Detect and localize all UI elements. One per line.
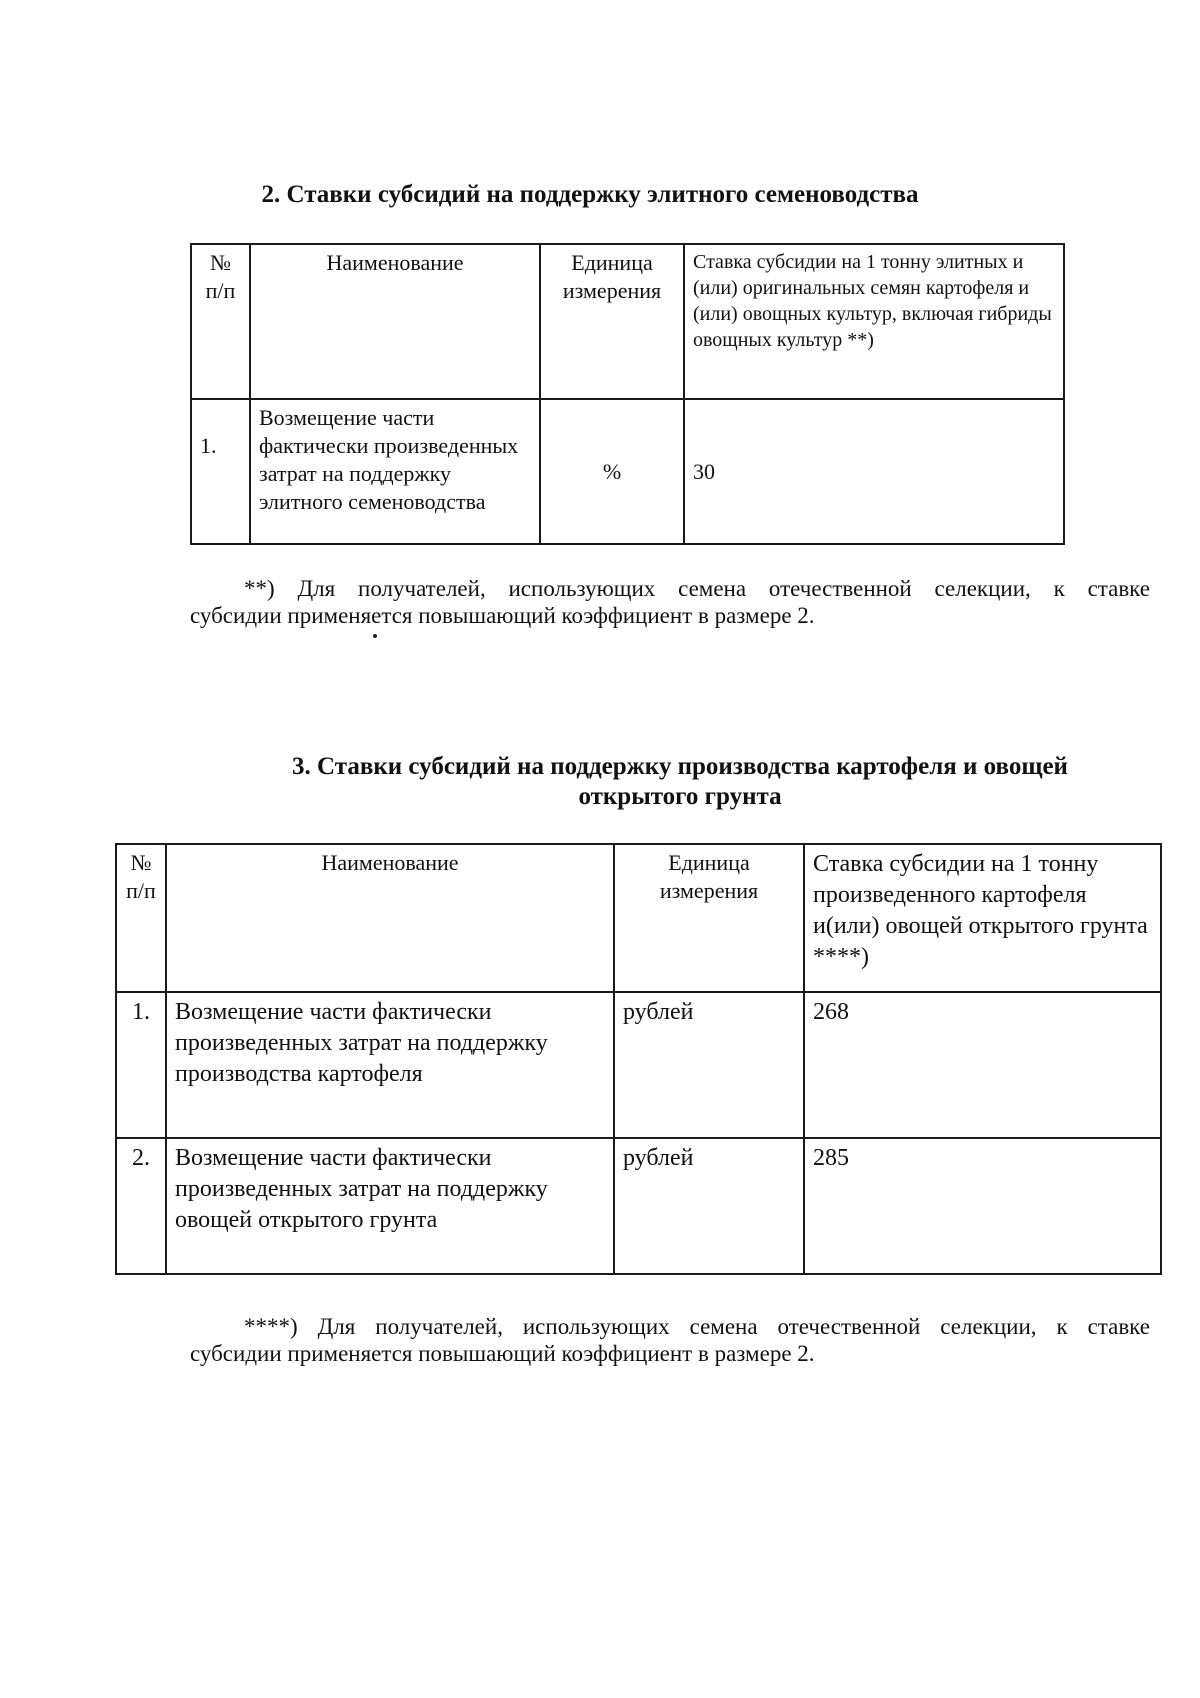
section-3-title-line-2: открытого грунта: [578, 783, 782, 810]
row-unit: рублей: [614, 992, 804, 1138]
header-num: № п/п: [191, 244, 250, 399]
header-rate: Ставка субсидии на 1 тонну произведенного картофеля и(или) овощей открытого грунта ****): [804, 844, 1161, 992]
row-num: 1.: [116, 992, 166, 1138]
footnote-line-1: ****) Для получателей, использующих семена отечественной селекции, к ставке: [244, 1314, 1150, 1339]
header-rate: Ставка субсидии на 1 тонну элитных и (или) оригинальных семян картофеля и (или) овощных культур, включая гибриды овощных культур **): [684, 244, 1064, 399]
row-rate: 30: [684, 399, 1064, 544]
header-name: Наименование: [166, 844, 614, 992]
section-3-footnote: [190, 1313, 1150, 1367]
row-name: Возмещение части фактически произведенных затрат на поддержку овощей открытого грунта: [166, 1138, 614, 1274]
scan-speck: [373, 634, 377, 638]
footnote-line-1: **) Для получателей, использующих семена отечественной селекции, к ставке: [244, 576, 1150, 601]
header-unit: Единица измерения: [614, 844, 804, 992]
header-unit: Единица измерения: [540, 244, 684, 399]
header-num: № п/п: [116, 844, 166, 992]
header-name: Наименование: [250, 244, 540, 399]
section-3-title-line-1: 3. Ставки субсидий на поддержку производства картофеля и овощей: [292, 753, 1068, 780]
footnote-line-2: субсидии применяется повышающий коэффициент в размере 2.: [190, 603, 815, 628]
elite-seed-subsidy-table: [190, 243, 1065, 545]
row-num: 1.: [191, 399, 250, 544]
table-header-row: [191, 244, 1064, 399]
section-3-title: [200, 752, 1160, 812]
row-unit: рублей: [614, 1138, 804, 1274]
table-row: [116, 1138, 1161, 1274]
section-2-footnote: [190, 575, 1150, 629]
section-2-title: 2. Ставки субсидий на поддержку элитного семеноводства: [261, 181, 919, 208]
row-unit: %: [540, 399, 684, 544]
potato-vegetable-subsidy-table: [115, 843, 1162, 1275]
row-rate: 285: [804, 1138, 1161, 1274]
row-rate: 268: [804, 992, 1161, 1138]
row-name: Возмещение части фактически произведенных затрат на поддержку элитного семеноводства: [250, 399, 540, 544]
row-name: Возмещение части фактически произведенных затрат на поддержку производства картофеля: [166, 992, 614, 1138]
table-row: [116, 992, 1161, 1138]
table-header-row: [116, 844, 1161, 992]
row-num: 2.: [116, 1138, 166, 1274]
table-row: [191, 399, 1064, 544]
footnote-line-2: субсидии применяется повышающий коэффициент в размере 2.: [190, 1341, 815, 1366]
